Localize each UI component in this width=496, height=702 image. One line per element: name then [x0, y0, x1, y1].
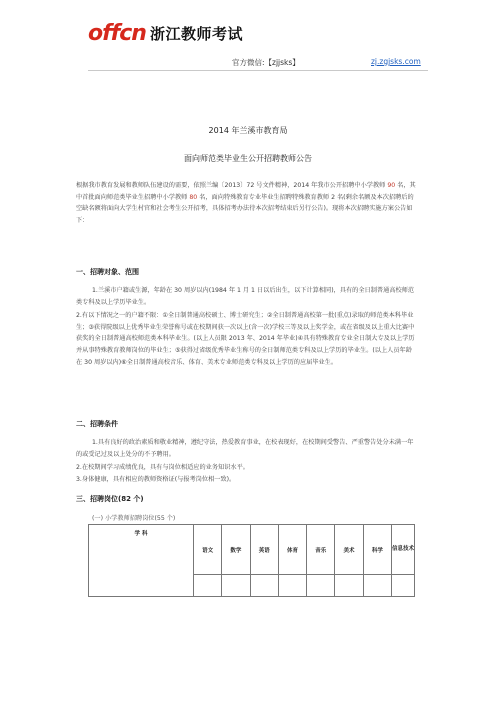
- subject-cell: 语文: [194, 525, 222, 575]
- table-cell: [278, 575, 306, 597]
- section2-heading: 二、招聘条件: [76, 420, 118, 428]
- subject-cell: 音乐: [307, 525, 335, 575]
- table-cell: [363, 575, 391, 597]
- section3-subheading: (一) 小学教师招聘岗位(55 个): [92, 515, 176, 522]
- header-divider: [88, 70, 428, 71]
- doc-year-title: 2014 年兰溪市教育局: [208, 126, 288, 135]
- table-cell: [392, 575, 415, 597]
- table-cell: [250, 575, 278, 597]
- table-header-subject: 学 科: [89, 525, 194, 597]
- logo-mark: offcn: [88, 21, 146, 46]
- section2-item3: 3.身体健康，具有相应的教师资格证(与报考岗位相一致)。: [76, 476, 236, 483]
- intro-number-80: 80: [189, 193, 198, 201]
- doc-main-title: 面向师范类毕业生公开招聘教师公告: [184, 154, 312, 163]
- site-link[interactable]: zj.zgjsks.com: [371, 57, 421, 66]
- table-cell: [222, 575, 250, 597]
- section2-item1: 1.具有良好的政治素质和敬业精神，遵纪守法，热爱教育事业，在校表现好，在校期间受警告、严重警告处分未满一年的或受记过及以上处分的不予聘用。: [76, 439, 414, 458]
- logo-text: 浙江教师考试: [149, 25, 243, 43]
- section1-item2: 2.有以下情况之一的户籍不限：①全日制普通高校硕士、博士研究生；②全日制普通高校第一批(重点)录取的师范类本科毕业生；③获得院级以上优秀毕业生荣誉称号或在校期间获一次以上(含一次)学校三等及以上奖学金，或在省级及以上重大比赛中获奖的全日制普通高校师范类本科毕业生。(以上人员限 2013 年、2014 年毕业)④具有特殊教育专业全日制大专及以上学历并从事特殊教育教师岗位的毕业生；⑤获得过省级优秀毕业生称号的全日制师范类专科及以上学历的毕业生。(以上人员年龄在 30 周岁以内)⑥全日制普通高校音乐、体育、美术专业师范类专科及以上学历的应届毕业生。: [76, 312, 415, 366]
- offcn-logo: [88, 22, 243, 46]
- section2-item2: 2.在校期间学习成绩优良，具有与岗位相适应的业务知识水平。: [76, 464, 249, 471]
- wechat-label: 官方微信:【zjjsks】: [232, 58, 300, 67]
- subject-cell: 体育: [278, 525, 306, 575]
- section1-item1: 1.兰溪市户籍或生源，年龄在 30 周岁以内(1984 年 1 月 1 日以后出生，以下计算相同)，具有的全日制普通高校师范类专科及以上学历毕业生。: [76, 287, 415, 306]
- subject-cell: 美术: [335, 525, 363, 575]
- subject-cell: 数学: [222, 525, 250, 575]
- intro-paragraph: 根据我市教育发展和教师队伍建设的需要，依照兰编〔2013〕72 号文件精神，2014 年我市公开招聘中小学教师 90 名，其中首批面向师范类毕业生招聘中小学教师 80 名，面向特殊教育专业毕业生招聘特殊教育教师 2 名(剩余名额及本次招聘后的空缺名额将面向大学生村官和社会考生公开招考，具体招考办法待本次招考结束后另行公告)。现将本次招聘实施方案公告如下：: [76, 182, 416, 225]
- subject-cell: 信息技术: [392, 525, 415, 575]
- table-cell: [307, 575, 335, 597]
- subject-cell: 科学: [363, 525, 391, 575]
- section3-heading: 三、招聘岗位(82 个): [76, 495, 144, 503]
- subject-cell: 英语: [250, 525, 278, 575]
- intro-number-90: 90: [387, 182, 396, 189]
- table-cell: [335, 575, 363, 597]
- section1-heading: 一、招聘对象、范围: [76, 268, 139, 276]
- positions-table: [88, 524, 415, 597]
- table-cell: [194, 575, 222, 597]
